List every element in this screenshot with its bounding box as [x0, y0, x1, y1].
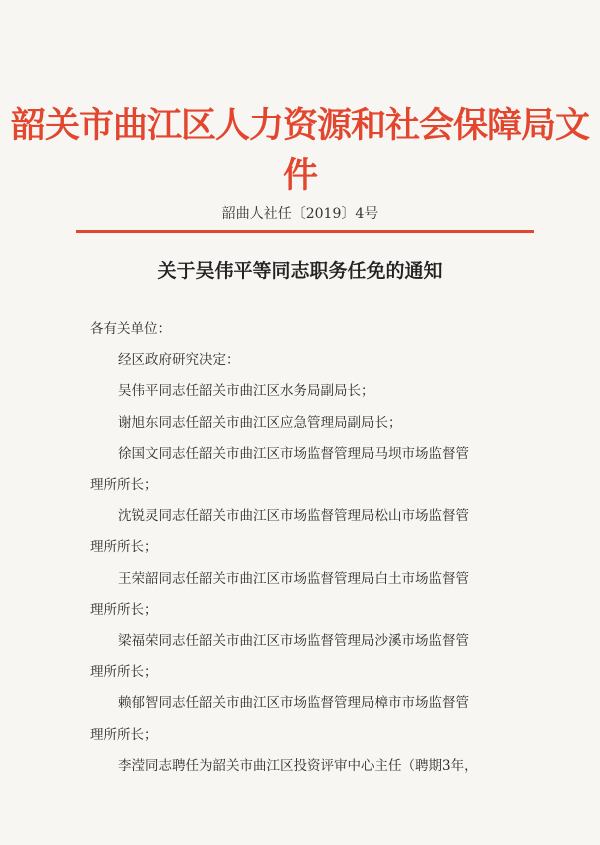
salutation: 各有关单位：	[90, 321, 171, 337]
body-line: 梁福荣同志任韶关市曲江区市场监督管理局沙溪市场监督管	[118, 633, 469, 650]
body-line: 经区政府研究决定：	[118, 352, 240, 369]
body-line: 徐国文同志任韶关市曲江区市场监督管理局马坝市场监督管	[118, 445, 469, 462]
body-line: 理所所长；	[90, 539, 158, 556]
notice-title: 关于吴伟平等同志职务任免的通知	[157, 260, 443, 282]
red-divider-line	[76, 230, 534, 233]
body-line: 李滢同志聘任为韶关市曲江区投资评审中心主任（聘期3年，	[118, 757, 478, 774]
body-line: 谢旭东同志任韶关市曲江区应急管理局副局长；	[118, 414, 402, 431]
body-line: 理所所长；	[90, 601, 158, 618]
body-line: 沈锐灵同志任韶关市曲江区市场监督管理局松山市场监督管	[118, 508, 469, 525]
body-line: 理所所长；	[90, 477, 158, 494]
body-line: 王荣韶同志任韶关市曲江区市场监督管理局白土市场监督管	[118, 570, 469, 587]
document-masthead: 韶关市曲江区人力资源和社会保障局文件	[10, 105, 589, 196]
body-line: 吴伟平同志任韶关市曲江区水务局副局长；	[118, 383, 375, 400]
body-line: 赖郁智同志任韶关市曲江区市场监督管理局樟市市场监督管	[118, 695, 469, 712]
document-number: 韶曲人社任〔2019〕4号	[221, 206, 379, 222]
notice-body	[90, 314, 530, 782]
body-line: 理所所长；	[90, 664, 158, 681]
body-line: 理所所长；	[90, 726, 158, 743]
